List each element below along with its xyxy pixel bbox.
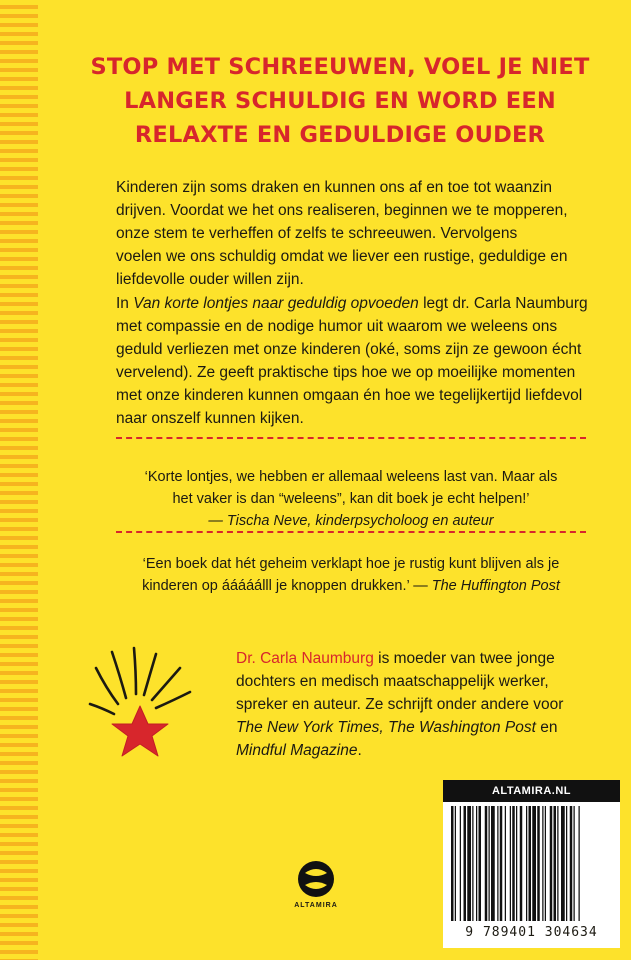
barcode-bar (526, 806, 527, 921)
description-suffix: legt dr. Carla Naumburg (418, 295, 588, 312)
quote-attribution-text: — Tischa Neve, kinderpsycholoog en auteur (208, 513, 494, 529)
barcode-bar (451, 806, 454, 921)
barcode-bar (545, 806, 546, 921)
quote-line: het vaker is dan “weleens”, kan dit boek je echt helpen!’ (172, 491, 530, 507)
description-line: vervelend). Ze geeft praktische tips hoe we op moeilijke momenten (116, 364, 576, 381)
barcode-bar (554, 806, 557, 921)
barcode-bar (529, 806, 532, 921)
barcode-bar (550, 806, 553, 921)
decorative-stripes (0, 0, 44, 960)
author-bio (236, 647, 596, 762)
barcode-bar (561, 806, 565, 921)
quote-line-text: kinderen op ááááálll je knoppen drukken.’ — (142, 578, 432, 594)
description-line: geduld verliezen met onze kinderen (oké, soms zijn ze gewoon écht (116, 341, 582, 358)
sunburst-rays (90, 648, 190, 714)
barcode-bar (520, 806, 523, 921)
star-burst-illustration (78, 628, 208, 768)
bio-publications: The New York Times, The Washington Post (236, 719, 536, 736)
quote-line (116, 575, 586, 597)
bio-line-4-rest: en (535, 719, 558, 736)
headline (90, 50, 590, 152)
description-line: met onze kinderen kunnen omgaan én hoe we tegelijkertijd liefdevol (116, 387, 583, 404)
intro-paragraph (116, 176, 596, 291)
intro-line: Kinderen zijn soms draken en kunnen ons af en toe tot waanzin (116, 179, 552, 196)
description-line (116, 292, 596, 315)
barcode-bar (500, 806, 503, 921)
bio-line (236, 647, 596, 670)
quote-line: ‘Een boek dat hét geheim verklapt hoe je rustig kunt blijven als je (142, 556, 560, 572)
star-icon (112, 706, 168, 756)
headline-line-1: STOP MET SCHREEUWEN, VOEL JE NIET (90, 54, 590, 80)
barcode-bar (479, 806, 482, 921)
bio-line (236, 716, 596, 739)
author-name: Dr. Carla Naumburg (236, 650, 374, 667)
barcode-bar (497, 806, 498, 921)
barcode-bar (579, 806, 580, 921)
description-paragraph (116, 292, 596, 430)
barcode-bar (460, 806, 461, 921)
barcode-bar (542, 806, 543, 921)
barcode-bar (485, 806, 488, 921)
barcode-bar (491, 806, 495, 921)
barcode-bar (464, 806, 467, 921)
barcode-bar (532, 806, 536, 921)
intro-line: voelen we ons schuldig omdat we liever een rustige, geduldige en (116, 248, 568, 265)
headline-line-3: RELAXTE EN GEDULDIGE OUDER (134, 122, 546, 148)
barcode-bar (516, 806, 517, 921)
publisher-name: ALTAMIRA (294, 902, 338, 909)
barcode-bar (557, 806, 558, 921)
isbn-number: 9 789401 304634 (465, 925, 598, 940)
quote-line: ‘Korte lontjes, we hebben er allemaal weleens last van. Maar als (144, 469, 558, 485)
barcode-bar (570, 806, 573, 921)
quote-tischa-neve (116, 466, 586, 532)
barcode-bar (510, 806, 511, 921)
bio-magazine: Mindful Magazine (236, 742, 358, 759)
barcode-bar (455, 806, 456, 921)
book-title: Van korte lontjes naar geduldig opvoeden (133, 295, 419, 312)
quote-source: The Huffington Post (431, 578, 560, 594)
description-line: naar onszelf kunnen kijken. (116, 410, 304, 427)
barcode-bar (566, 806, 567, 921)
quote-huffington-post (116, 553, 586, 597)
bio-line (236, 739, 596, 762)
barcode-bar (505, 806, 506, 921)
bio-line: dochters en medisch maatschappelijk werker, (236, 673, 549, 690)
altamira-logo-icon (291, 855, 341, 901)
barcode-bar (537, 806, 540, 921)
dashed-divider (116, 531, 586, 533)
barcode-bar (476, 806, 477, 921)
barcode-bar (574, 806, 575, 921)
bio-line: spreker en auteur. Ze schrijft onder andere voor (236, 696, 564, 713)
publisher-logo (291, 855, 341, 925)
barcode-bar (512, 806, 515, 921)
quote-attribution (116, 510, 586, 532)
barcode-icon (449, 806, 614, 921)
bio-line-5-end: . (357, 742, 362, 759)
description-prefix: In (116, 295, 134, 312)
intro-line: onze stem te verheffen of zelfs te schreeuwen. Vervolgens (116, 225, 518, 242)
headline-line-2: LANGER SCHULDIG EN WORD EEN (124, 88, 556, 114)
intro-line: drijven. Voordat we het ons realiseren, beginnen we te mopperen, (116, 202, 568, 219)
bio-line-1-rest: is moeder van twee jonge (373, 650, 555, 667)
intro-line: liefdevolle ouder willen zijn. (116, 271, 304, 288)
description-line: met compassie en de nodige humor uit waarom we weleens ons (116, 318, 558, 335)
barcode-panel (443, 780, 620, 948)
barcode-bar (467, 806, 471, 921)
dashed-divider (116, 437, 586, 439)
barcode-bar (472, 806, 473, 921)
publisher-url: ALTAMIRA.NL (443, 780, 620, 802)
barcode-bar (489, 806, 490, 921)
